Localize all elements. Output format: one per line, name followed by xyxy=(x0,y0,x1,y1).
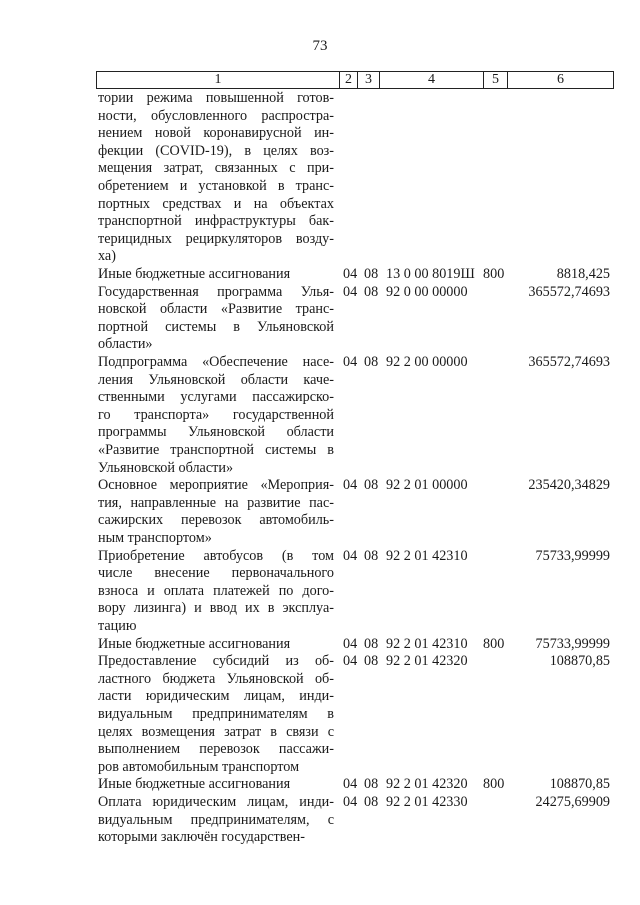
description-line: тории режима повышенной готов- xyxy=(98,90,334,106)
header-col-2: 2 xyxy=(340,72,358,88)
description-line: мещения затрат, связанных с при- xyxy=(98,160,334,177)
description-line: ным транспортом» xyxy=(98,529,212,546)
table-row xyxy=(0,548,640,636)
section-code: 04 xyxy=(343,266,358,282)
description-line: обретением и установкой в транс- xyxy=(98,177,334,194)
description-line: ласти юридическим лицам, инди- xyxy=(98,688,334,705)
description-line: ров автомобильным транспортом xyxy=(98,758,300,775)
table-header xyxy=(96,71,614,89)
table-row xyxy=(0,284,640,354)
row-description xyxy=(98,90,334,266)
description-line: сажирских перевозок автомобиль- xyxy=(98,512,334,529)
description-line: терицидных рециркуляторов возду- xyxy=(98,230,334,247)
description-line: тацию xyxy=(98,617,137,634)
subsection-code: 08 xyxy=(364,477,379,494)
amount: 75733,99999 xyxy=(535,635,610,652)
description-line: выполнением перевозок пассажи- xyxy=(98,741,334,758)
row-description xyxy=(98,266,334,284)
target-article-code: 92 2 01 42320 xyxy=(386,776,468,793)
table-row xyxy=(0,636,640,654)
page-number: 73 xyxy=(312,38,328,54)
amount: 365572,74693 xyxy=(528,353,610,370)
subsection-code: 08 xyxy=(364,547,379,564)
subsection-code: 08 xyxy=(364,283,379,300)
row-description xyxy=(98,284,334,354)
description-line: числе внесение первоначального xyxy=(98,565,334,582)
subsection-code: 08 xyxy=(364,776,379,793)
description-line: ления Ульяновской области каче- xyxy=(98,371,334,388)
row-description xyxy=(98,776,334,794)
table-row xyxy=(0,776,640,794)
table-row xyxy=(0,90,640,266)
description-line: Государственная программа Улья- xyxy=(98,283,334,300)
description-line: нением новой коронавирусной ин- xyxy=(98,125,334,142)
header-col-4: 4 xyxy=(380,72,484,88)
description-line: ластного бюджета Ульяновской об- xyxy=(98,670,334,687)
target-article-code: 13 0 00 8019Ш xyxy=(386,266,475,282)
section-code: 04 xyxy=(343,547,358,564)
description-line: Оплата юридическим лицам, инди- xyxy=(98,793,334,810)
description-line: фекции (COVID-19), в целях воз- xyxy=(98,142,334,159)
amount: 108870,85 xyxy=(549,653,610,670)
subsection-code: 08 xyxy=(364,635,379,652)
row-description xyxy=(98,354,334,477)
table-row xyxy=(0,354,640,477)
subsection-code: 08 xyxy=(364,793,379,810)
section-code: 04 xyxy=(343,776,358,793)
section-code: 04 xyxy=(343,793,358,810)
row-description xyxy=(98,477,334,547)
row-description xyxy=(98,794,334,847)
section-code: 04 xyxy=(343,653,358,670)
amount: 108870,85 xyxy=(549,776,610,793)
target-article-code: 92 2 01 42310 xyxy=(386,547,468,564)
expense-type-code: 800 xyxy=(483,635,505,652)
description-line: программы Ульяновской области xyxy=(98,424,334,441)
header-col-3: 3 xyxy=(358,72,380,88)
header-col-1: 1 xyxy=(97,72,340,88)
target-article-code: 92 2 01 42310 xyxy=(386,635,468,652)
description-line: портных средствах и на объектах xyxy=(98,195,334,212)
amount: 24275,69909 xyxy=(535,793,610,810)
description-line: Иные бюджетные ассигнования xyxy=(98,776,291,793)
description-line: Основное мероприятие «Мероприя- xyxy=(98,477,334,494)
subsection-code: 08 xyxy=(364,266,379,282)
row-description xyxy=(98,636,334,654)
description-line: Ульяновской области» xyxy=(98,459,234,476)
description-line: ности, обусловленного распростра- xyxy=(98,107,334,124)
section-code: 04 xyxy=(343,283,358,300)
description-line: новской области «Развитие транс- xyxy=(98,301,334,318)
description-line: ственными услугами пассажирско- xyxy=(98,389,334,406)
description-line: Иные бюджетные ассигнования xyxy=(98,635,291,652)
target-article-code: 92 2 01 42330 xyxy=(386,793,468,810)
table-row xyxy=(0,653,640,776)
section-code: 04 xyxy=(343,353,358,370)
header-col-5: 5 xyxy=(484,72,508,88)
description-line: Иные бюджетные ассигнования xyxy=(98,266,291,282)
budget-table-body xyxy=(0,90,640,847)
amount: 8818,425 xyxy=(556,266,610,282)
description-line: области» xyxy=(98,336,153,353)
table-row xyxy=(0,266,640,284)
section-code: 04 xyxy=(343,477,358,494)
subsection-code: 08 xyxy=(364,653,379,670)
description-line: целях возмещения затрат в связи с xyxy=(98,723,334,740)
description-line: го транспорта» государственной xyxy=(98,406,334,423)
section-code: 04 xyxy=(343,635,358,652)
description-line: Предоставление субсидий из об- xyxy=(98,653,334,670)
description-line: взноса и оплата платежей по дого- xyxy=(98,582,334,599)
description-line: тия, направленные на развитие пас- xyxy=(98,494,334,511)
target-article-code: 92 2 01 42320 xyxy=(386,653,468,670)
subsection-code: 08 xyxy=(364,353,379,370)
description-line: вору лизинга) и ввод их в эксплуа- xyxy=(98,600,334,617)
description-line: видуальным предпринимателям в xyxy=(98,705,334,722)
description-line: которыми заключён государствен- xyxy=(98,829,305,846)
amount: 235420,34829 xyxy=(528,477,610,494)
description-line: транспортной инфраструктуры бак- xyxy=(98,213,334,230)
expense-type-code: 800 xyxy=(483,776,505,793)
description-line: видуальным предпринимателям, с xyxy=(98,811,334,828)
description-line: портной системы в Ульяновской xyxy=(98,318,334,335)
description-line: ха) xyxy=(98,248,116,265)
description-line: «Развитие транспортной системы в xyxy=(98,441,334,458)
amount: 365572,74693 xyxy=(528,283,610,300)
description-line: Подпрограмма «Обеспечение насе- xyxy=(98,353,334,370)
header-col-6: 6 xyxy=(557,72,564,87)
table-row xyxy=(0,794,640,847)
target-article-code: 92 2 00 00000 xyxy=(386,353,468,370)
description-line: Приобретение автобусов (в том xyxy=(98,547,334,564)
target-article-code: 92 2 01 00000 xyxy=(386,477,468,494)
expense-type-code: 800 xyxy=(483,266,505,282)
row-description xyxy=(98,548,334,636)
row-description xyxy=(98,653,334,776)
target-article-code: 92 0 00 00000 xyxy=(386,283,468,300)
table-row xyxy=(0,477,640,547)
amount: 75733,99999 xyxy=(535,547,610,564)
